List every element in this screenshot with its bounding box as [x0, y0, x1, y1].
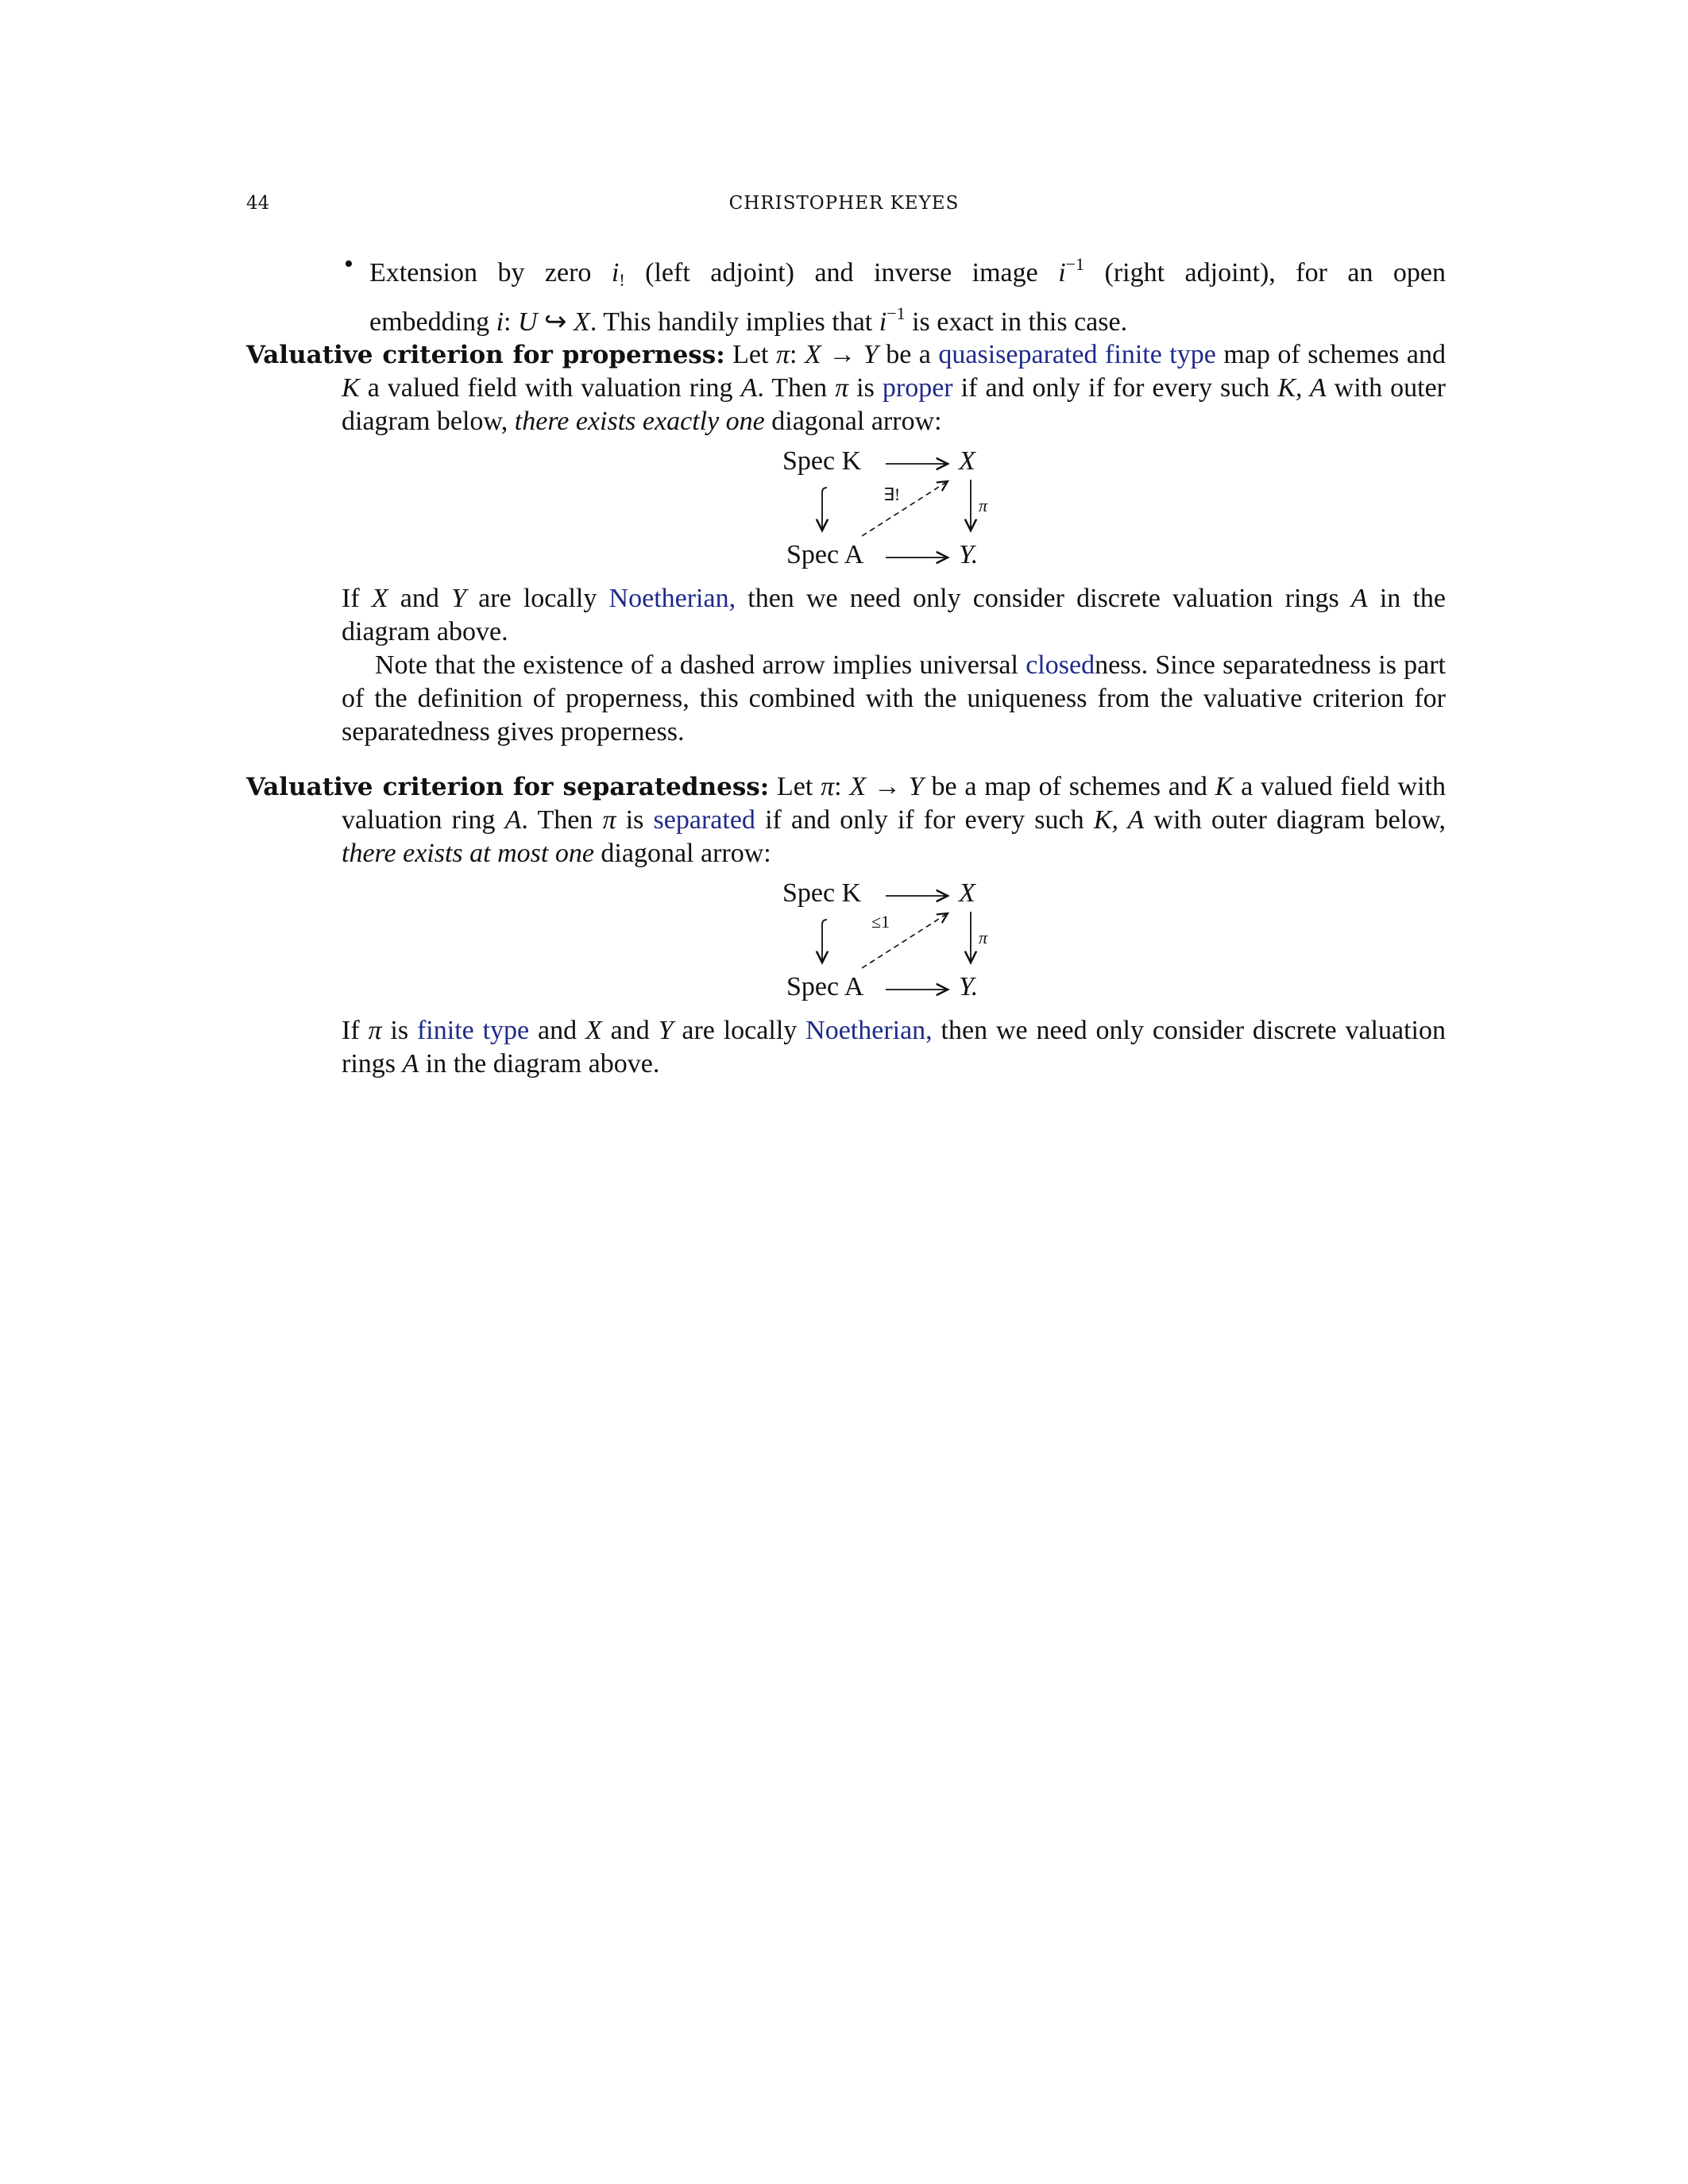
arrow-left-inclusion — [822, 920, 827, 963]
separatedness-term: Valuative criterion for separatedness: — [246, 773, 770, 801]
properness-noetherian-remark: If X and Y are locally Noetherian, then we need only consider discrete valuation rings A in the diagram above. — [342, 584, 1447, 646]
node-x: X — [959, 446, 975, 476]
link-noetherian[interactable]: Noetherian, — [608, 584, 736, 613]
page-number: 44 — [246, 193, 270, 214]
separatedness-definition: Valuative criterion for separatedness: Let π: X → Y be a map of schemes and K a valued field with valuation ring A. Then π is separated if and only if for every such K, A with outer diagram below, there exists at most one diagonal arrow: — [246, 772, 1446, 868]
properness-note: Note that the existence of a dashed arrow implies universal closedness. Since separatedness is part of the definition of properness, this combined with the uniqueness from the valuative criterion for separatedness gives properness. — [342, 650, 1447, 747]
properness-term: Valuative criterion for properness: — [246, 341, 725, 369]
properness-remarks — [246, 582, 1446, 749]
arrow-diagonal-dashed — [862, 481, 948, 536]
node-spec-k: Spec K — [782, 446, 862, 476]
properness-entry — [246, 338, 1446, 438]
separatedness-diagram — [782, 878, 1021, 1013]
label-pi: π — [979, 496, 988, 515]
node-spec-a: Spec A — [786, 972, 864, 1001]
label-pi: π — [979, 928, 988, 947]
node-y: Y. — [959, 972, 979, 1001]
link-quasiseparated[interactable]: quasiseparated — [938, 340, 1098, 369]
separatedness-remarks — [246, 1014, 1446, 1081]
link-closed[interactable]: closed — [1026, 650, 1095, 680]
link-finite-type-2[interactable]: finite type — [416, 1016, 530, 1045]
label-exists-unique: ∃! — [883, 484, 901, 504]
arrow-left-inclusion — [822, 488, 827, 531]
node-y: Y. — [959, 540, 979, 569]
bullet-item — [344, 248, 1446, 339]
separatedness-noetherian-remark: If π is finite type and X and Y are locally Noetherian, then we need only consider discrete valuation rings A in the diagram above. — [342, 1016, 1446, 1078]
separatedness-entry — [246, 770, 1446, 870]
node-x: X — [959, 878, 975, 908]
label-at-most-one: ≤1 — [871, 912, 890, 932]
node-spec-a: Spec A — [786, 540, 864, 569]
properness-diagram — [782, 446, 1021, 581]
link-noetherian-2[interactable]: Noetherian, — [805, 1016, 933, 1045]
link-finite-type[interactable]: finite type — [1105, 340, 1216, 369]
link-proper[interactable]: proper — [882, 373, 953, 403]
link-separated[interactable]: separated — [653, 805, 755, 835]
node-spec-k: Spec K — [782, 878, 862, 908]
bullet-line-1: Extension by zero i! (left adjoint) and inverse image $i^{-1}$ (right adjoint), for an open — [369, 254, 1446, 290]
bullet-line-2: embedding i: U ↪ X. This handily implies that $i^{-1}$ is exact in this case. — [369, 303, 1128, 337]
bullet-dot: • — [344, 249, 353, 279]
properness-definition: Valuative criterion for properness: Let π: X → Y be a quasiseparated finite type map of schemes and K a valued field with valuation ring A. Then π is proper if and only if for every such K, A with outer diagram below, there exists exactly one diagonal arrow: — [246, 340, 1447, 436]
running-head: CHRISTOPHER KEYES — [728, 193, 960, 214]
